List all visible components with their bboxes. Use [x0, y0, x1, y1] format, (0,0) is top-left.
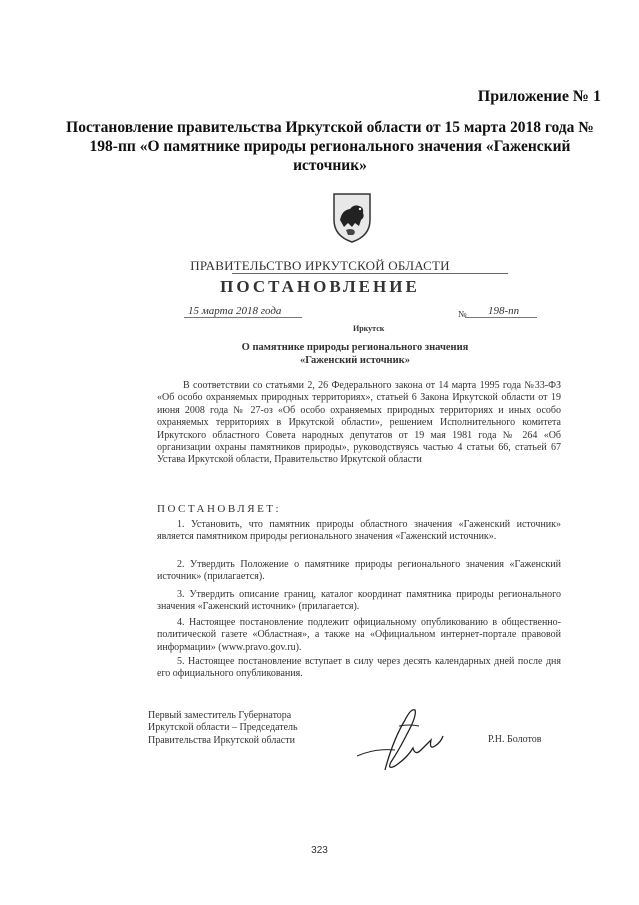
resolution-item: 1. Установить, что памятник природы областного значения «Гаженский источник» является памятником природы регионального значения «Гаженский источник». — [157, 519, 561, 543]
decree-subject — [210, 341, 500, 367]
resolution-item: 4. Настоящее постановление подлежит официальному опубликованию в общественно-политической газете «Областная», а также на «Официальном интернет-портале правовой информации» (www.pravo.gov.ru). — [157, 617, 561, 653]
subject-line-2: «Гаженский источник» — [300, 355, 410, 366]
city: Иркутск — [353, 324, 385, 333]
handwritten-signature — [355, 700, 445, 778]
signer-line-1: Первый заместитель Губернатора — [148, 710, 292, 721]
signer-position — [148, 710, 298, 747]
government-name-underline — [232, 273, 508, 274]
signer-name: Р.Н. Болотов — [488, 734, 542, 745]
government-name: ПРАВИТЕЛЬСТВО ИРКУТСКОЙ ОБЛАСТИ — [190, 258, 450, 273]
subject-line-1: О памятнике природы регионального значения — [241, 342, 469, 353]
appendix-label: Приложение № 1 — [477, 88, 601, 105]
document-title: Постановление правительства Иркутской области от 15 марта 2018 года № 198-пп «О памятнике природы регионального значения «Гаженский источник» — [66, 119, 594, 174]
resolves-heading: ПОСТАНОВЛЯЕТ: — [157, 503, 282, 515]
document-type: ПОСТАНОВЛЕНИЕ — [220, 277, 420, 296]
decree-number: 198-пп — [488, 305, 520, 317]
irkutsk-coat-of-arms-icon — [330, 190, 374, 244]
resolution-item: 5. Настоящее постановление вступает в силу через десять календарных дней после дня его официального опубликования. — [157, 656, 561, 680]
preamble-paragraph: В соответствии со статьями 2, 26 Федерального закона от 14 марта 1995 года №33-ФЗ «Об особо охраняемых природных территориях», статьей 6 Закона Иркутской области от 19 июня 2008 года № 27-оз «Об особо охраняемых природных территориях и иных особо охраняемых территориях в Иркутской области», решением Исполнительного комитета Иркутского областного Совета народных депутатов от 19 мая 1981 года № 264 «Об организации охраны памятников природы», руководствуясь частью 4 статьи 66, статьей 67 Устава Иркутской области, Правительство Иркутской области — [157, 380, 561, 466]
number-prefix: № — [458, 309, 467, 319]
signer-line-2: Иркутской области – Председатель — [148, 722, 298, 734]
decree-date: 15 марта 2018 года — [188, 305, 282, 317]
number-underline — [465, 317, 537, 318]
page-number: 323 — [311, 845, 328, 856]
date-underline — [184, 317, 302, 318]
resolution-item: 3. Утвердить описание границ, каталог координат памятника природы регионального значения «Гаженский источник» (прилагается). — [157, 589, 561, 613]
resolution-item: 2. Утвердить Положение о памятнике природы регионального значения «Гаженский источник» (прилагается). — [157, 559, 561, 583]
signer-line-3: Правительства Иркутской области — [148, 734, 295, 746]
